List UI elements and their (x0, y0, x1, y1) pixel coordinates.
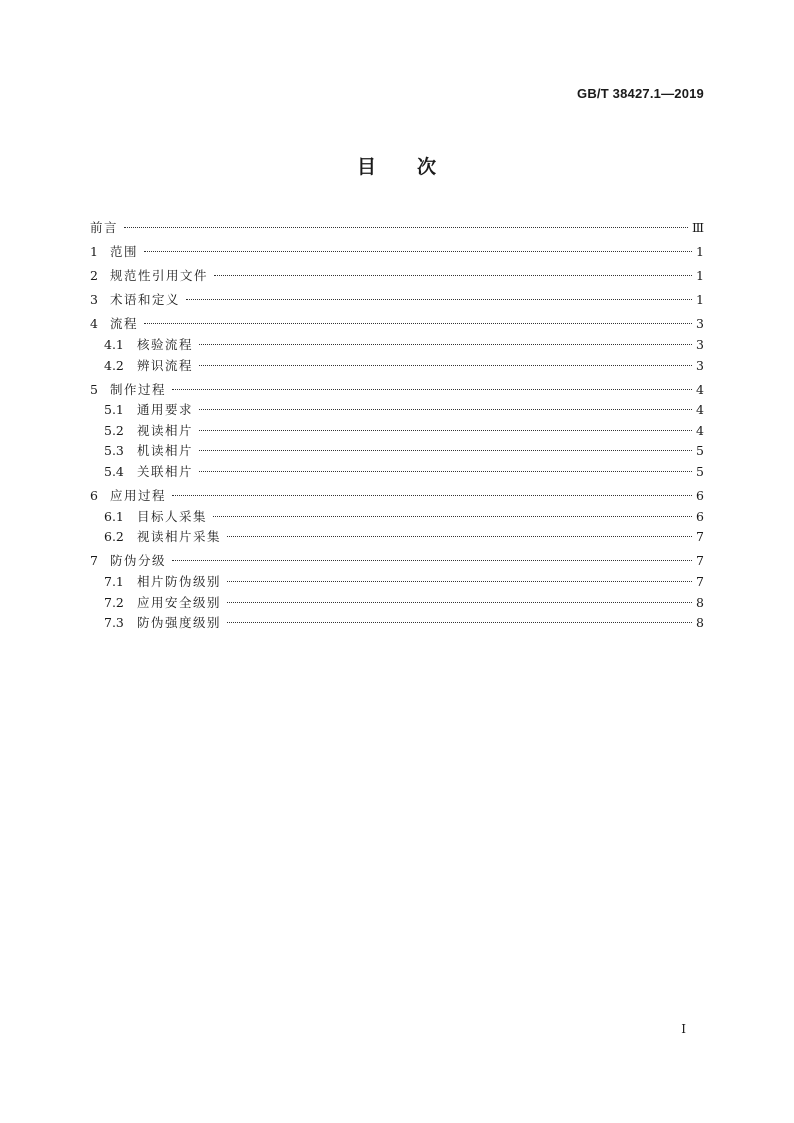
toc-entry-number: 3 (90, 292, 98, 308)
toc-dot-leader (144, 251, 692, 252)
toc-entry-number: 7 (90, 553, 98, 569)
toc-entry[interactable] (90, 335, 704, 356)
toc-entry[interactable] (90, 218, 704, 239)
toc-entry-page: 7 (696, 553, 704, 569)
toc-entry-page: 8 (696, 615, 704, 631)
toc-entry-page: 6 (696, 508, 704, 524)
toc-entry-label: 流程 (110, 316, 139, 332)
toc-dot-leader (186, 299, 692, 300)
toc-entry[interactable] (90, 593, 704, 614)
toc-entry-label: 辨识流程 (137, 357, 194, 373)
toc-entry-number: 5.1 (104, 402, 124, 418)
toc-entry[interactable] (90, 400, 704, 421)
toc-entry[interactable] (90, 462, 704, 483)
toc-entry-number: 6 (90, 488, 98, 504)
page-number: I (681, 1022, 686, 1036)
toc-dot-leader (199, 344, 692, 345)
toc-entry-page: 4 (696, 381, 704, 397)
table-of-contents (90, 218, 704, 634)
toc-entry-label: 术语和定义 (110, 292, 181, 308)
toc-entry-page: Ⅲ (691, 220, 704, 235)
toc-entry-page: 1 (696, 244, 704, 260)
toc-dot-leader (199, 430, 692, 431)
toc-entry-label: 规范性引用文件 (110, 268, 209, 284)
toc-entry-label: 机读相片 (137, 443, 194, 459)
toc-entry-label: 通用要求 (137, 402, 194, 418)
toc-entry-label: 范围 (110, 244, 139, 260)
toc-entry-label: 应用过程 (110, 488, 167, 504)
toc-entry-page: 3 (696, 357, 704, 373)
toc-entry-number: 7.3 (104, 615, 124, 631)
toc-entry-page: 7 (696, 574, 704, 589)
toc-entry-number: 4.2 (104, 357, 124, 373)
toc-entry[interactable] (90, 356, 704, 377)
toc-entry-number: 6.1 (104, 508, 124, 524)
toc-entry-number: 6.2 (104, 529, 124, 545)
toc-entry[interactable] (90, 380, 704, 401)
toc-entry-label: 核验流程 (137, 336, 194, 352)
toc-entry-number: 2 (90, 268, 98, 284)
toc-dot-leader (213, 516, 692, 517)
toc-entry[interactable] (90, 572, 704, 593)
toc-entry[interactable] (90, 551, 704, 572)
toc-entry-label: 防伪分级 (110, 553, 167, 569)
title-char-2: 次 (417, 156, 438, 178)
toc-entry-page: 1 (696, 268, 704, 284)
toc-dot-leader (144, 323, 692, 324)
toc-dot-leader (199, 365, 692, 366)
toc-entry-label: 视读相片 (137, 422, 194, 438)
toc-dot-leader (227, 602, 692, 603)
toc-entry-page: 5 (696, 443, 704, 459)
toc-entry[interactable] (90, 314, 704, 335)
toc-dot-leader (199, 409, 692, 410)
toc-dot-leader (172, 495, 692, 496)
toc-entry[interactable] (90, 486, 704, 507)
toc-entry-page: 4 (696, 402, 704, 418)
toc-entry[interactable] (90, 242, 704, 263)
page-title (0, 152, 794, 179)
toc-entry-label: 视读相片采集 (137, 529, 222, 545)
toc-entry-number: 5 (90, 381, 98, 397)
toc-entry-label: 防伪强度级别 (137, 615, 222, 631)
toc-dot-leader (172, 560, 692, 561)
toc-dot-leader (227, 536, 692, 537)
toc-entry-page: 7 (696, 529, 704, 545)
standard-code: GB/T 38427.1—2019 (577, 86, 704, 101)
toc-entry[interactable] (90, 613, 704, 634)
title-char-1: 目 (356, 156, 377, 178)
toc-entry-number: 4.1 (104, 336, 124, 352)
toc-entry-label: 相片防伪级别 (137, 574, 222, 589)
toc-entry[interactable] (90, 527, 704, 548)
toc-entry-page: 4 (696, 422, 704, 438)
toc-entry-page: 8 (696, 594, 704, 610)
toc-entry-number: 7.2 (104, 594, 124, 610)
toc-entry[interactable] (90, 507, 704, 528)
toc-dot-leader (227, 622, 692, 623)
toc-dot-leader (124, 227, 688, 228)
toc-dot-leader (199, 450, 692, 451)
toc-entry-page: 3 (696, 336, 704, 352)
toc-entry[interactable] (90, 441, 704, 462)
toc-entry-page: 5 (696, 464, 704, 480)
toc-dot-leader (214, 275, 692, 276)
toc-entry-label: 关联相片 (137, 464, 194, 480)
toc-entry-page: 1 (696, 292, 704, 308)
toc-entry-number: 7.1 (104, 574, 124, 589)
toc-entry-label: 制作过程 (110, 381, 167, 397)
toc-entry-number: 5.2 (104, 422, 124, 438)
toc-dot-leader (227, 581, 692, 582)
toc-entry-number: 5.3 (104, 443, 124, 459)
toc-entry[interactable] (90, 421, 704, 442)
toc-entry-number: 4 (90, 316, 98, 332)
toc-entry[interactable] (90, 266, 704, 287)
toc-entry-label: 目标人采集 (137, 508, 208, 524)
toc-dot-leader (199, 471, 692, 472)
toc-entry[interactable] (90, 290, 704, 311)
toc-entry-label: 应用安全级别 (137, 594, 222, 610)
toc-entry-number: 1 (90, 244, 98, 260)
toc-entry-label: 前言 (90, 220, 119, 235)
toc-entry-page: 3 (696, 316, 704, 332)
toc-entry-number: 5.4 (104, 464, 124, 480)
toc-entry-page: 6 (696, 488, 704, 504)
toc-dot-leader (172, 389, 692, 390)
